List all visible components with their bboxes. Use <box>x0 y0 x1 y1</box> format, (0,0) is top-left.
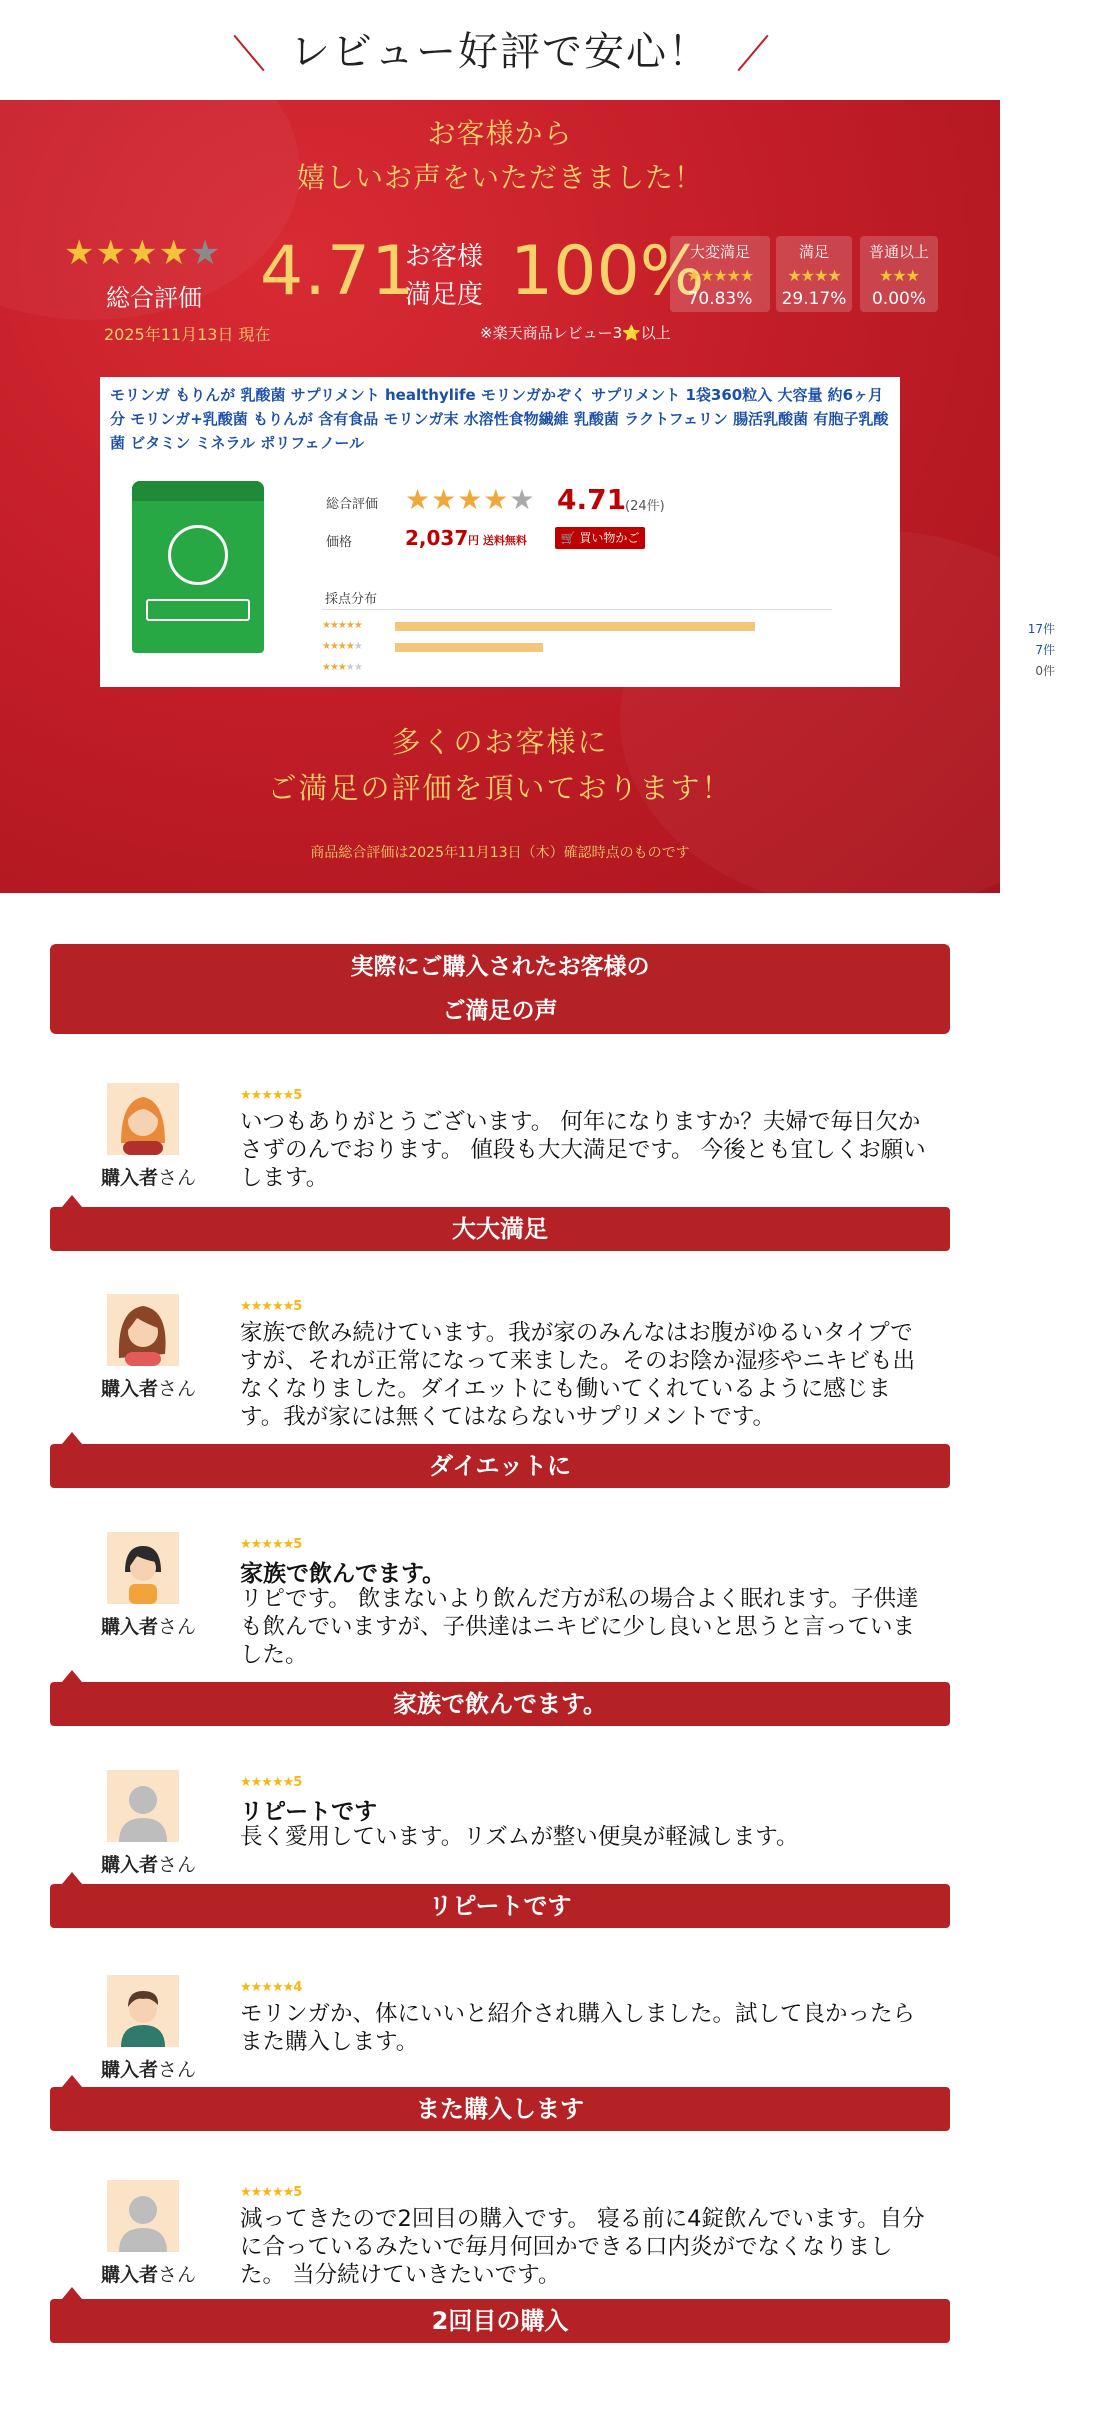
review-title: 家族で飲んでます。 <box>240 1561 446 1587</box>
buyer-label <box>101 1612 196 1639</box>
overall-rating-label: 総合評価 <box>106 284 202 312</box>
reviews-header-line2: ご満足の声 <box>442 998 558 1024</box>
breakdown-satisfied <box>776 236 852 312</box>
satisfaction-label <box>405 238 483 314</box>
buyer-suffix: さん <box>158 2264 197 2286</box>
review-tag-bar: 家族で飲んでます。 <box>50 1682 950 1726</box>
row-stars <box>322 620 362 631</box>
woman-brown-hair-icon <box>107 1294 179 1366</box>
review-stars: ★★★★★5 <box>240 1537 302 1552</box>
breakdown-stars: ★★★★ <box>787 266 841 285</box>
review-tag-bar: また購入します <box>50 2087 950 2131</box>
card-overall-label: 総合評価 <box>326 497 379 512</box>
review-stars: ★★★★★5 <box>240 1088 302 1103</box>
default-user-icon <box>107 2180 179 2252</box>
product-image[interactable] <box>132 481 264 653</box>
row-count: 0件 <box>1035 664 1055 678</box>
woman-orange-hair-icon <box>107 1083 179 1155</box>
review-tag-bar: 2回目の購入 <box>50 2299 950 2343</box>
star-icons: ★★★★ <box>405 483 510 516</box>
review-tag-bar: 大大満足 <box>50 1207 950 1251</box>
page-title: レビュー好評で安心！ <box>290 29 710 75</box>
buyer-name: 購入者 <box>101 1616 159 1638</box>
review-text: 長く愛用しています。リズムが整い便臭が軽減します。 <box>240 1824 799 1850</box>
row-count: 7件 <box>1035 643 1055 657</box>
review-stars: ★★★★★5 <box>240 2185 302 2200</box>
package-label <box>146 599 250 621</box>
buyer-label <box>101 1850 196 1877</box>
star-icons: ★★★★ <box>64 233 190 273</box>
avatar <box>107 1083 179 1155</box>
review-text: いつもありがとうございます。 何年になりますか？夫婦で毎日欠かさずのんでおります。 値段も大大満足です。 今後とも宜しくお願いします。 <box>240 1109 926 1191</box>
buyer-label <box>101 2055 196 2082</box>
half-star-icon: ★ <box>509 483 536 516</box>
rating-date: 2025年11月13日 現在 <box>104 325 271 344</box>
lead-line-1: お客様から <box>427 117 573 150</box>
buyer-name: 購入者 <box>101 1854 159 1876</box>
buyer-name: 購入者 <box>101 1167 159 1189</box>
breakdown-label: 普通以上 <box>868 243 929 261</box>
lead2-line-2: ご満足の評価を頂いております！ <box>267 771 733 805</box>
footnote: 商品総合評価は2025年11月13日（木）確認時点のものです <box>310 845 690 861</box>
buyer-name: 購入者 <box>101 2264 159 2286</box>
row-stars <box>322 662 362 673</box>
review-stars: ★★★★★4 <box>240 1980 302 1995</box>
divider <box>322 609 832 610</box>
avatar <box>107 1532 179 1604</box>
review-text: モリンガか、体にいいと紹介され購入しました。試して良かったらまた購入します。 <box>240 2001 916 2055</box>
review-text: 家族で飲み続けています。我が家のみんなはお腹がゆるいタイプですが、それが正常になって来ました。そのお陰か湿疹やニキビも出なくなりました。ダイエットにも働いてくれているように感じます。我が家には無くてはならないサプリメントです。 <box>240 1320 916 1430</box>
half-star-icon: ★ <box>189 233 222 273</box>
overall-stars <box>64 233 221 273</box>
row-stars <box>322 641 362 652</box>
buyer-name: 購入者 <box>101 1378 159 1400</box>
distribution-label: 採点分布 <box>325 592 378 607</box>
review-tag-bar: ダイエットに <box>50 1444 950 1488</box>
reviews-section-header <box>50 944 950 1034</box>
filled-stars: ★★★★★ <box>322 620 362 631</box>
rating-summary-section <box>0 100 1055 893</box>
buyer-suffix: さん <box>158 1167 197 1189</box>
card-stars <box>405 483 536 516</box>
breakdown-percent: 29.17% <box>781 289 847 309</box>
row-count: 17件 <box>1027 622 1055 636</box>
price-value: 2,037 <box>405 526 469 550</box>
buyer-label <box>101 1163 196 1190</box>
lead-line-2: 嬉しいお声をいただきました！ <box>296 161 703 194</box>
filled-stars: ★★★ <box>322 662 346 673</box>
review-count[interactable]: (24件) <box>625 499 665 514</box>
man-green-shirt-icon <box>107 1975 179 2047</box>
review-stars: ★★★★★5 <box>240 1775 302 1790</box>
avatar <box>107 2180 179 2252</box>
reviews-header-line1: 実際にご購入されたお客様の <box>350 954 650 980</box>
buyer-label <box>101 2260 196 2287</box>
buyer-suffix: さん <box>158 2059 197 2081</box>
satisfaction-percent: 100% <box>510 232 705 311</box>
buyer-label <box>101 1374 196 1401</box>
breakdown-very-satisfied <box>670 236 770 312</box>
breakdown-stars: ★★★ <box>878 266 920 285</box>
review-title: リピートです <box>240 1799 378 1825</box>
filled-stars: ★★★★ <box>322 641 354 652</box>
breakdown-average-or-above <box>860 236 938 312</box>
avatar <box>107 1975 179 2047</box>
rating-note: ※楽天商品レビュー3⭐以上 <box>480 324 671 342</box>
price-label: 価格 <box>326 535 353 550</box>
buyer-name: 購入者 <box>101 2059 159 2081</box>
avatar <box>107 1294 179 1366</box>
breakdown-stars: ★★★★★ <box>686 266 754 285</box>
empty-stars: ★★ <box>345 662 362 673</box>
breakdown-percent: 70.83% <box>687 289 753 309</box>
buyer-suffix: さん <box>158 1854 197 1876</box>
product-title-link[interactable]: モリンガ もりんが 乳酸菌 サプリメント healthylife モリンガかぞく サプリメント 1袋360粒入 大容量 約6ヶ月分 モリンガ+乳酸菌 もりんが 含有食品 モリンガ末 水溶性食物繊維 乳酸菌 ラクトフェリン 腸活乳酸菌 有胞子乳酸菌 ビタミン ミネラル ポリフェノール <box>110 386 889 452</box>
buyer-suffix: さん <box>158 1378 197 1400</box>
distribution-bar <box>395 622 755 631</box>
lead2-line-1: 多くのお客様に <box>391 725 609 759</box>
woman-black-hair-icon <box>107 1532 179 1604</box>
overall-score: 4.71 <box>260 232 416 311</box>
satisfaction-label-line1: お客様 <box>405 242 484 272</box>
review-tag-bar: リピートです <box>50 1884 950 1928</box>
breakdown-label: 満足 <box>798 243 829 261</box>
satisfaction-label-line2: 満足度 <box>405 280 484 310</box>
review-text: リピです。 飲まないより飲んだ方が私の場合よく眠れます。子供達も飲んでいますが、子供達はニキビに少し良いと思うと言っていました。 <box>240 1586 919 1668</box>
empty-stars: ★ <box>353 641 362 652</box>
review-stars: ★★★★★5 <box>240 1299 302 1314</box>
avatar <box>107 1770 179 1842</box>
distribution-bar <box>395 643 543 652</box>
card-score: 4.71 <box>557 483 627 516</box>
buyer-suffix: さん <box>158 1616 197 1638</box>
package-logo <box>168 525 228 585</box>
add-to-cart-button[interactable]: 🛒 買い物かご <box>555 527 645 549</box>
shipping-label: 円 送料無料 <box>468 534 527 547</box>
default-user-icon <box>107 1770 179 1842</box>
breakdown-percent: 0.00% <box>871 289 926 309</box>
review-text: 減ってきたので2回目の購入です。 寝る前に4錠飲んでいます。自分に合っているみたいで毎月何回かできる口内炎がでなくなりました。 当分続けていきたいです。 <box>240 2206 925 2288</box>
package-top <box>132 481 264 501</box>
breakdown-label: 大変満足 <box>689 243 750 261</box>
product-card <box>100 377 1055 687</box>
